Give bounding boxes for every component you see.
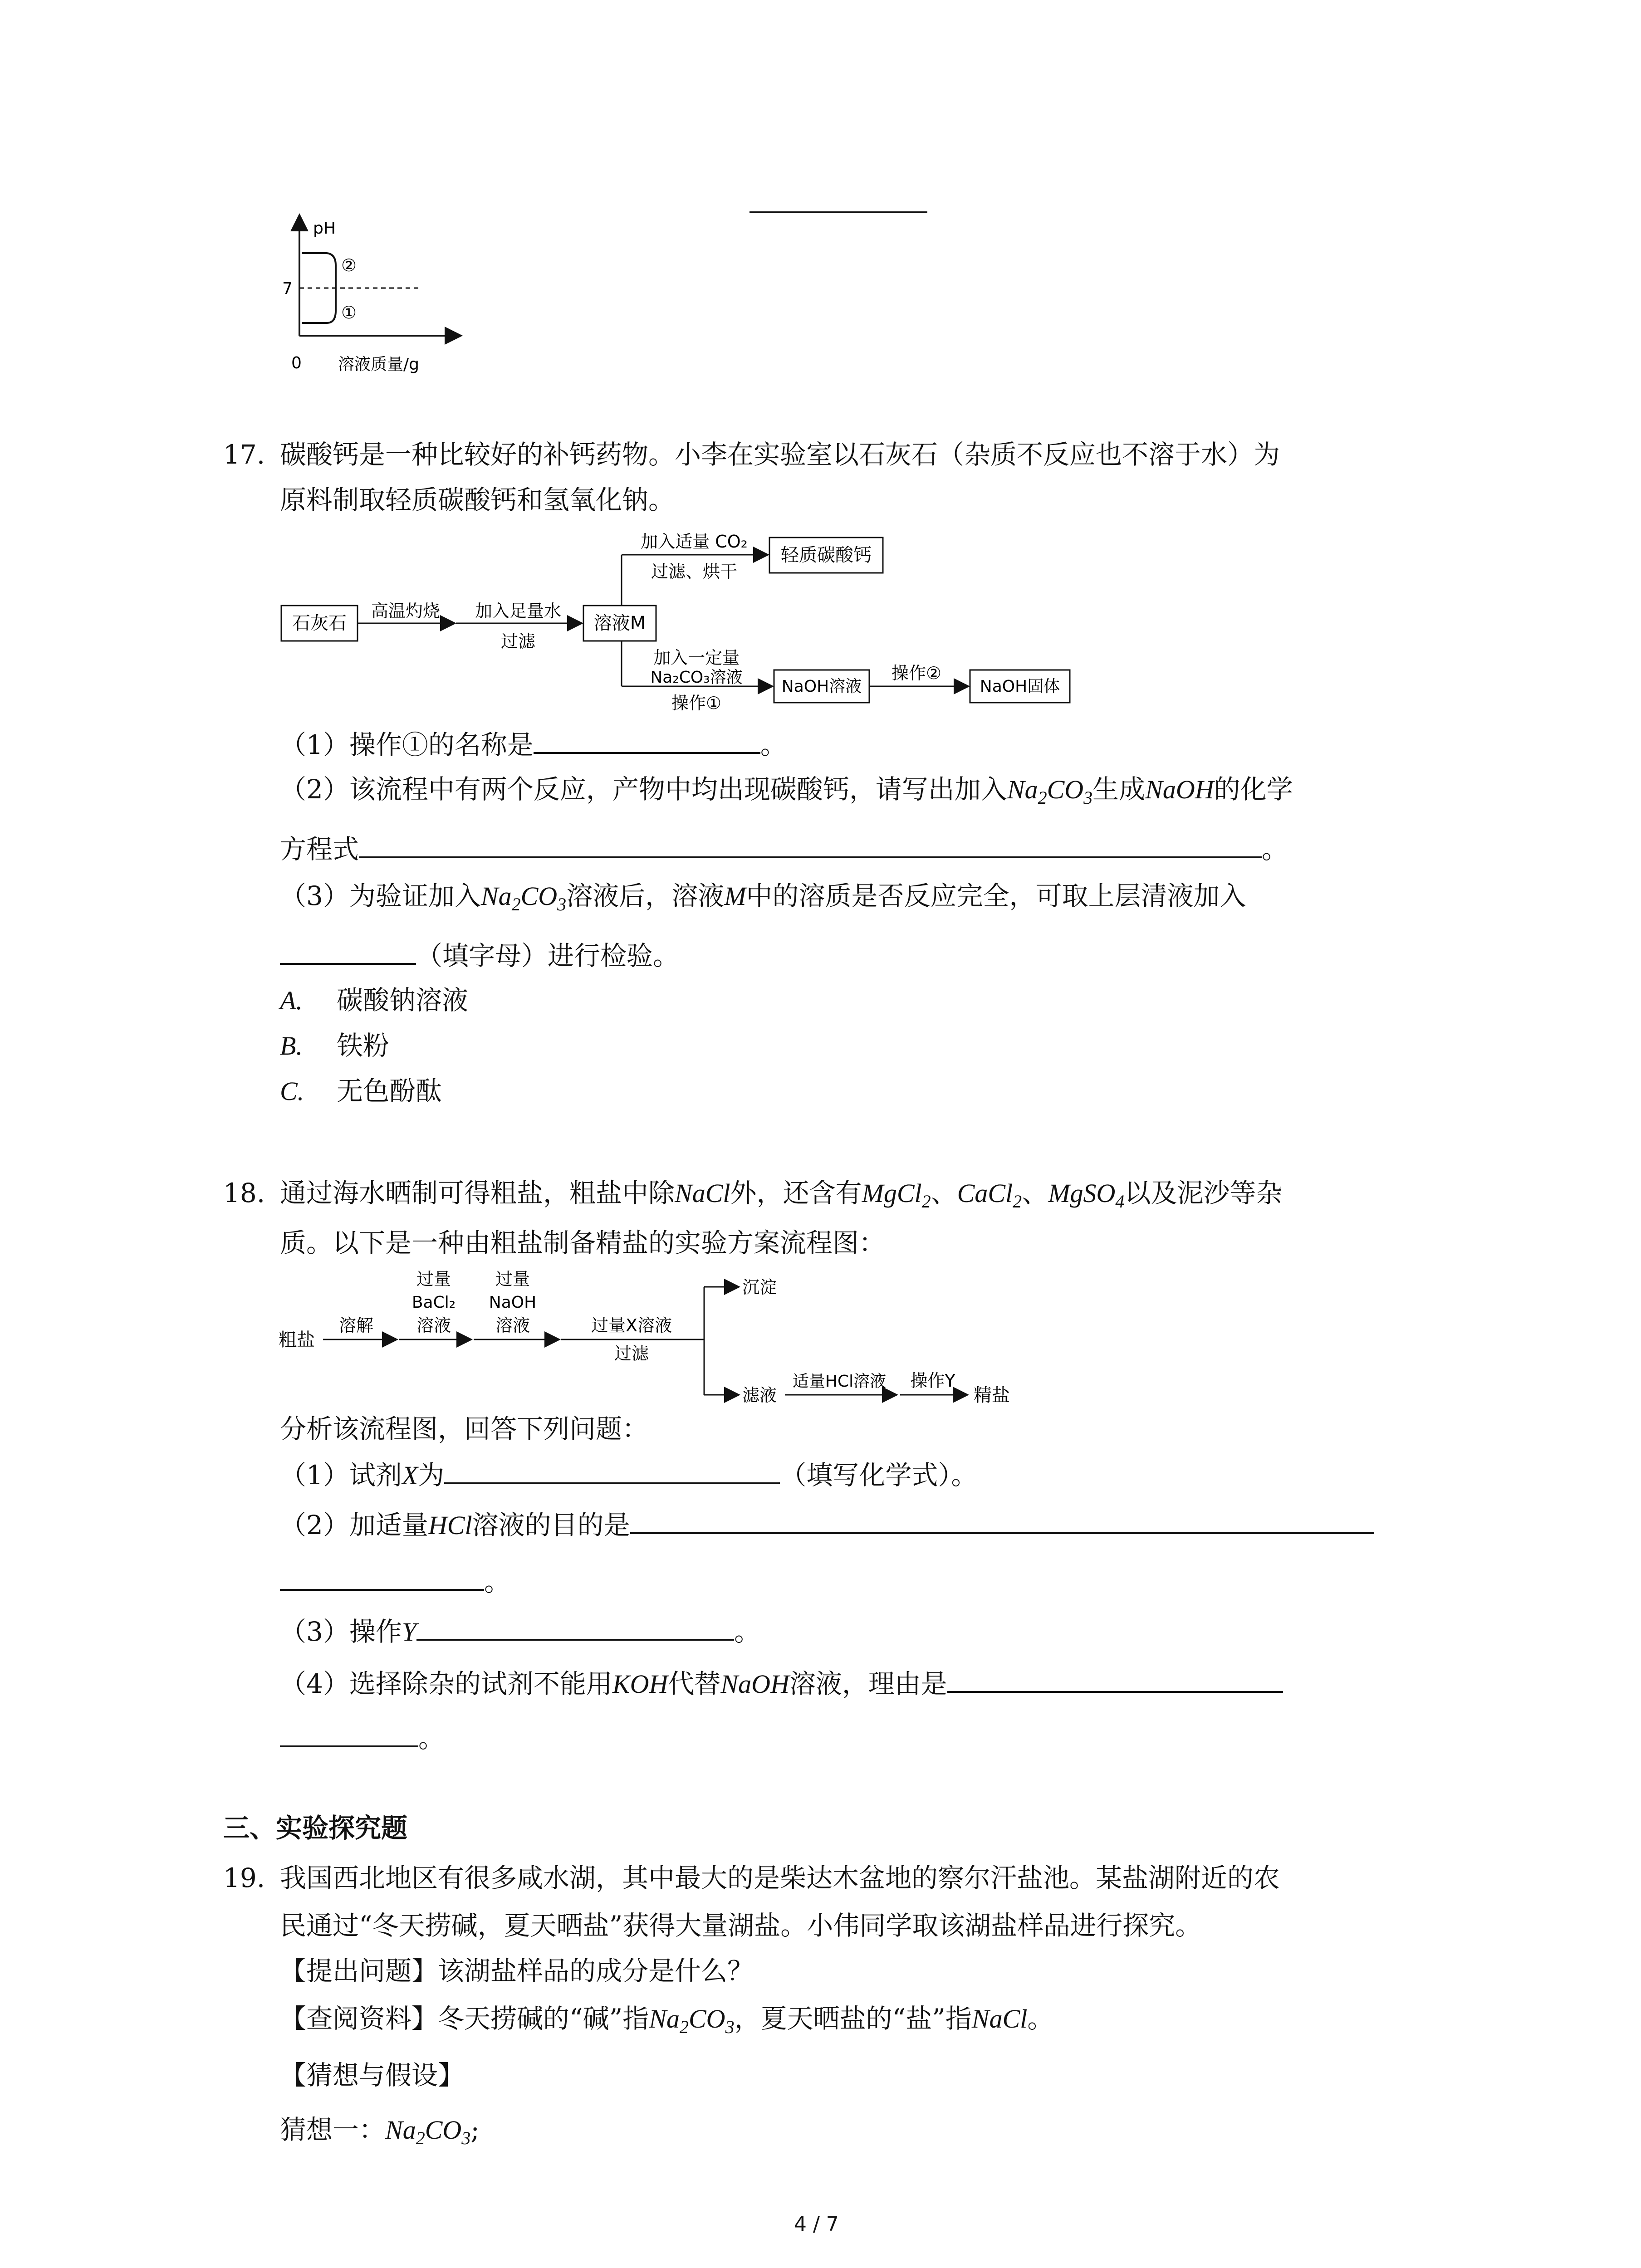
q17-intro-line2: 原料制取轻质碳酸钙和氢氧化钠。 — [280, 484, 675, 515]
filter-step: 过滤 — [614, 1344, 649, 1364]
filtrate: 滤液 — [742, 1385, 777, 1405]
upper-filter-dry: 过滤、烘干 — [651, 562, 738, 582]
q18-analyze: 分析该流程图，回答下列问题： — [280, 1413, 649, 1444]
ph-curve-label-1: ① — [341, 303, 357, 323]
q18-answer-blank-1[interactable] — [444, 1456, 780, 1484]
top-answer-blank — [749, 211, 927, 213]
ph-x-axis-label: 溶液质量/g — [338, 355, 419, 374]
naoh-line3: 溶液 — [495, 1315, 530, 1335]
page-number: 4 / 7 — [794, 2213, 839, 2236]
bacl-line2: BaCl₂ — [411, 1293, 456, 1312]
q18-answer-blank-4[interactable] — [947, 1665, 1283, 1693]
q17-number: 17. — [223, 439, 265, 470]
q17-option-a: A. 碳酸钠溶液 — [280, 985, 469, 1016]
step-op2: 操作② — [891, 663, 942, 683]
ph-curve-label-2: ② — [341, 255, 357, 275]
ph-y-tick-7: 7 — [282, 279, 293, 298]
q18-flowchart — [272, 1263, 1053, 1418]
refined-salt: 精盐 — [974, 1385, 1010, 1406]
lower-line1: 加入一定量 — [653, 648, 740, 668]
q18-part2: （2）加适量HCl溶液的目的是 — [280, 1506, 1374, 1544]
q18-line2: 质。以下是一种由粗盐制备精盐的实验方案流程图： — [280, 1227, 886, 1258]
q17-part1: （1）操作①的名称是 。 — [280, 726, 787, 763]
q19-number: 19. — [223, 1862, 265, 1893]
q17-answer-blank-3[interactable] — [280, 937, 416, 965]
q18-answer-blank-2b[interactable] — [280, 1563, 484, 1591]
q18-line1: 通过海水晒制可得粗盐，粗盐中除NaCl外，还含有MgCl$_2$、CaCl$_2$、MgSO$_4$以及泥沙等杂 — [280, 1178, 1283, 1212]
q17-option-b: B. 铁粉 — [280, 1030, 390, 1061]
box-naoh-solution-label: NaOH溶液 — [781, 677, 862, 696]
upper-co2: 加入适量 CO₂ — [641, 532, 748, 552]
q18-part2-line2: 。 — [280, 1563, 510, 1600]
lower-line3: 操作① — [671, 693, 722, 713]
step-water: 加入足量水 — [475, 601, 562, 621]
ph-curve-2 — [302, 253, 336, 288]
q19-guess-title: 【猜想与假设】 — [280, 2060, 465, 2091]
q17-option-c: C. 无色酚酞 — [280, 1075, 442, 1106]
dissolve: 溶解 — [338, 1315, 374, 1335]
step-calcine: 高温灼烧 — [371, 601, 441, 621]
ph-curve-1 — [302, 288, 336, 323]
crude-salt: 粗盐 — [279, 1330, 315, 1350]
q18-answer-blank-2[interactable] — [630, 1506, 1374, 1534]
bacl-line1: 过量 — [416, 1269, 451, 1289]
naoh-line2: NaOH — [489, 1293, 537, 1312]
q17-intro-line1: 碳酸钙是一种比较好的补钙药物。小李在实验室以石灰石（杂质不反应也不溶于水）为 — [280, 439, 1280, 470]
q17-answer-blank-2[interactable] — [359, 830, 1262, 858]
step-filter: 过滤 — [500, 631, 536, 651]
q19-line1: 我国西北地区有很多咸水湖，其中最大的是柴达木盆地的察尔汗盐池。某盐湖附近的农 — [280, 1862, 1280, 1893]
precipitate: 沉淀 — [742, 1277, 777, 1297]
ph-chart — [272, 213, 463, 386]
section-3-title: 三、实验探究题 — [223, 1813, 408, 1843]
q17-part2-line2: 方程式 。 — [280, 830, 1288, 867]
ph-origin: 0 — [291, 354, 302, 372]
box-light-caco3-label: 轻质碳酸钙 — [781, 545, 872, 566]
bacl-line3: 溶液 — [416, 1315, 451, 1335]
q17-part2: （2）该流程中有两个反应，产物中均出现碳酸钙，请写出加入$Na_2CO_3$生成NaOH的化学 — [280, 774, 1293, 808]
q17-part3: （3）为验证加入$Na_2CO_3$溶液后，溶液M中的溶质是否反应完全，可取上层清液加入 — [280, 880, 1246, 914]
q19-reference: 【查阅资料】冬天捞碱的“碱”指$Na_2CO_3$，夏天晒盐的“盐”指NaCl。 — [280, 2003, 1054, 2037]
q17-answer-blank-1[interactable] — [534, 726, 760, 754]
q18-part4-line2: 。 — [280, 1719, 445, 1756]
q18-part1: （1）试剂X为 （填写化学式）。 — [280, 1456, 977, 1494]
q19-line2: 民通过“冬天捞碱，夏天晒盐”获得大量湖盐。小伟同学取该湖盐样品进行探究。 — [280, 1910, 1202, 1941]
q17-flowchart — [272, 528, 1098, 728]
q18-answer-blank-3[interactable] — [416, 1613, 734, 1641]
op-y: 操作Y — [910, 1371, 955, 1391]
box-naoh-solid-label: NaOH固体 — [980, 677, 1060, 696]
ph-y-axis-label: pH — [313, 219, 336, 238]
box-solution-m-label: 溶液M — [593, 613, 646, 634]
q17-part3-line2: （填字母）进行检验。 — [280, 937, 679, 974]
q18-part4: （4）选择除杂的试剂不能用KOH代替NaOH溶液，理由是 — [280, 1665, 1283, 1702]
q19-guess1: 猜想一：$Na_2CO_3$; — [280, 2114, 480, 2148]
q18-number: 18. — [223, 1178, 265, 1208]
q18-part3: （3）操作Y 。 — [280, 1613, 760, 1650]
hcl-solution: 适量HCl溶液 — [792, 1372, 887, 1391]
lower-line2: Na₂CO₃溶液 — [650, 668, 743, 687]
box-limestone-label: 石灰石 — [292, 613, 347, 634]
naoh-line1: 过量 — [495, 1269, 530, 1289]
x-solution: 过量X溶液 — [591, 1315, 672, 1335]
q19-question: 【提出问题】该湖盐样品的成分是什么？ — [280, 1955, 754, 1986]
q18-answer-blank-4b[interactable] — [280, 1719, 418, 1747]
